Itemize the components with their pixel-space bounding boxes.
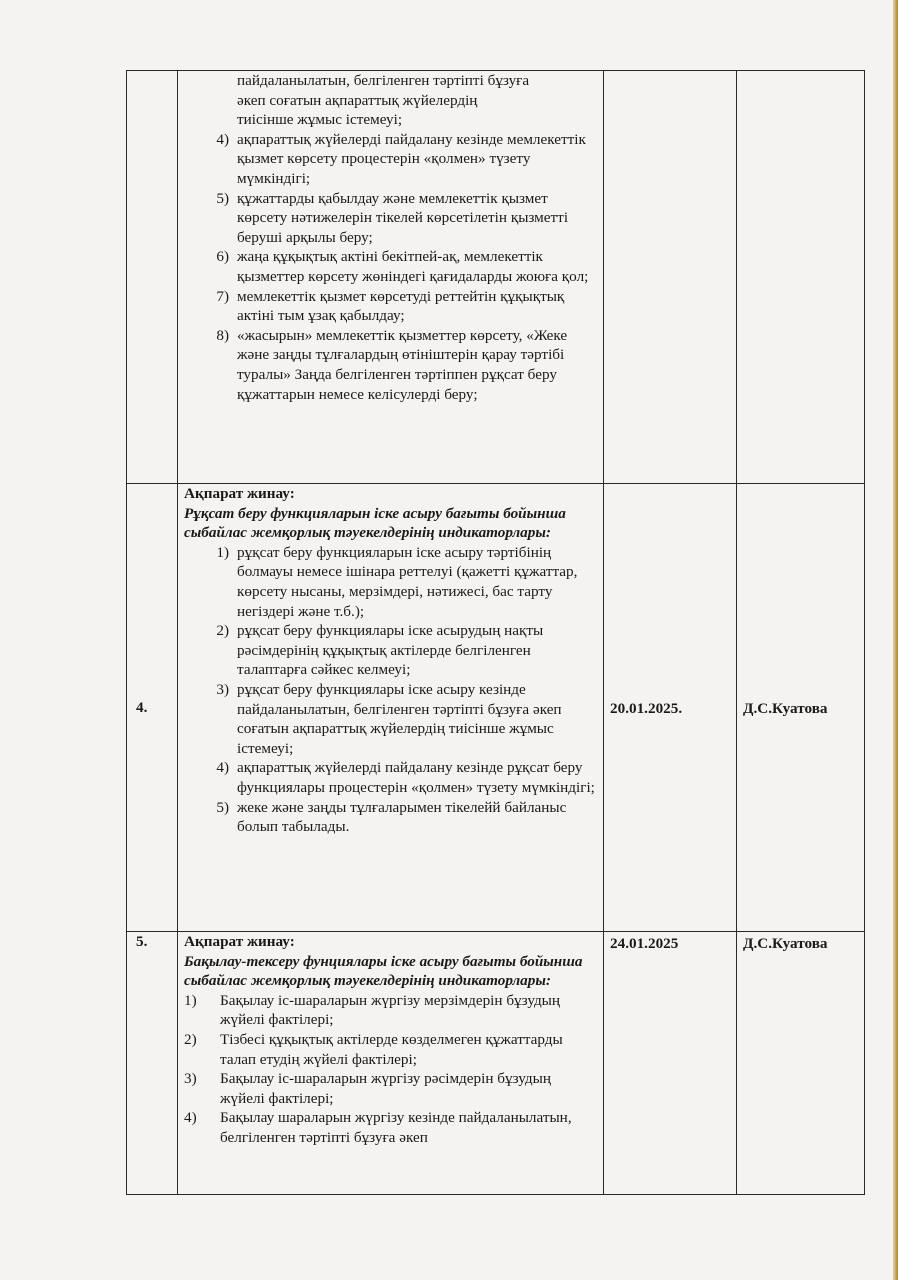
row-number: 4.	[127, 484, 178, 932]
list-item: 1) рұқсат беру функцияларын іске асыру тәртібінің болмауы немесе ішінара реттелуі (қажетті құжаттар, көрсету нысаны, мерзімдері, нәтижесі, бас тарту негіздері және т.б.);	[216, 543, 578, 620]
measure-cell	[178, 932, 604, 1195]
responsible-cell	[737, 71, 865, 484]
list-item: 6) жаңа құқықтық актіні бекітпей-ақ, мемлекеттік қызметтер көрсету жөніндегі қағидаларды жоюға қол;	[216, 248, 589, 285]
list-item: 3) рұқсат беру функциялары іске асыру кезінде пайдаланылатын, белгіленген тәртіпті бұзуға әкеп соғатын ақпараттық жүйелердің тиісінше жұмыс істемеуі;	[216, 680, 562, 757]
continued-text-line: пайдаланылатын, белгіленген тәртіпті бұзуға	[237, 72, 530, 89]
list-item: 4) Бақылау шараларын жүргізу кезінде пайдаланылатын, белгіленген тәртіпті бұзуға әкеп	[184, 1109, 572, 1146]
responsible-cell: Д.С.Куатова	[737, 932, 865, 1195]
table-row	[127, 484, 865, 932]
row-number	[127, 71, 178, 484]
plan-table	[126, 70, 865, 1195]
list-item: 4) ақпараттық жүйелерді пайдалану кезінде рұқсат беру функциялары процестерін «қолмен» түзету мүмкіндігі;	[216, 759, 595, 796]
row-number: 5.	[127, 932, 178, 1195]
table-row	[127, 71, 865, 484]
list-item: 5) жеке және заңды тұлғаларымен тікелейй байланыс болып табылады.	[216, 798, 567, 836]
section-subheading: Рұқсат беру функцияларын іске асыру бағыты бойынша сыбайлас жемқорлық тәуекелдерінің индикаторлары:	[184, 504, 566, 542]
measure-cell	[178, 484, 604, 932]
deadline-cell: 20.01.2025.	[604, 484, 737, 932]
list-item: 8) «жасырын» мемлекеттік қызметтер көрсету, «Жеке және заңды тұлғалардың өтініштерін қарау тәртібі туралы» Заңда белгіленген тәртіппен рұқсат беру құжаттарын немесе келісулерді беру;	[216, 326, 568, 403]
section-heading: Ақпарат жинау:	[184, 485, 295, 502]
list-item: 2) рұқсат беру функциялары іске асырудың нақты рәсімдерінің құқықтық актілерде белгіленген талаптарға сәйкес келмеуі;	[216, 622, 544, 679]
list-item: 5) құжаттарды қабылдау және мемлекеттік қызмет көрсету нәтижелерін тікелей көрсетілетін қызметті беруші арқылы беру;	[216, 189, 569, 246]
list-item: 1) Бақылау іс-шараларын жүргізу мерзімдерін бұзудың жүйелі фактілері;	[184, 991, 561, 1029]
responsible-cell: Д.С.Куатова	[737, 484, 865, 932]
continued-text-line: тиісінше жұмыс істемеуі;	[237, 111, 403, 129]
section-heading: Ақпарат жинау:	[184, 933, 295, 950]
table-row	[127, 932, 865, 1195]
continued-text-line: әкеп соғатын ақпараттық жүйелердің	[237, 91, 478, 109]
page-edge	[893, 0, 898, 1280]
section-subheading: Бақылау-тексеру фунциялары іске асыру бағыты бойынша сыбайлас жемқорлық тәуекелдерінің индикаторлары:	[184, 952, 583, 990]
list-item: 2) Тізбесі құқықтық актілерде көзделмеген құжаттарды талап етудің жүйелі фактілері;	[184, 1030, 563, 1068]
measure-cell	[178, 71, 604, 484]
list-item: 7) мемлекеттік қызмет көрсетуді реттейтін құқықтық актіні тым ұзақ қабылдау;	[216, 287, 565, 325]
list-item: 3) Бақылау іс-шараларын жүргізу рәсімдерін бұзудың жүйелі фактілері;	[184, 1070, 551, 1107]
list-item: 4) ақпараттық жүйелерді пайдалану кезінде мемлекеттік қызмет көрсету процестерін «қолмен» түзету мүмкіндігі;	[216, 130, 586, 187]
deadline-cell	[604, 71, 737, 484]
deadline-cell: 24.01.2025	[604, 932, 737, 1195]
